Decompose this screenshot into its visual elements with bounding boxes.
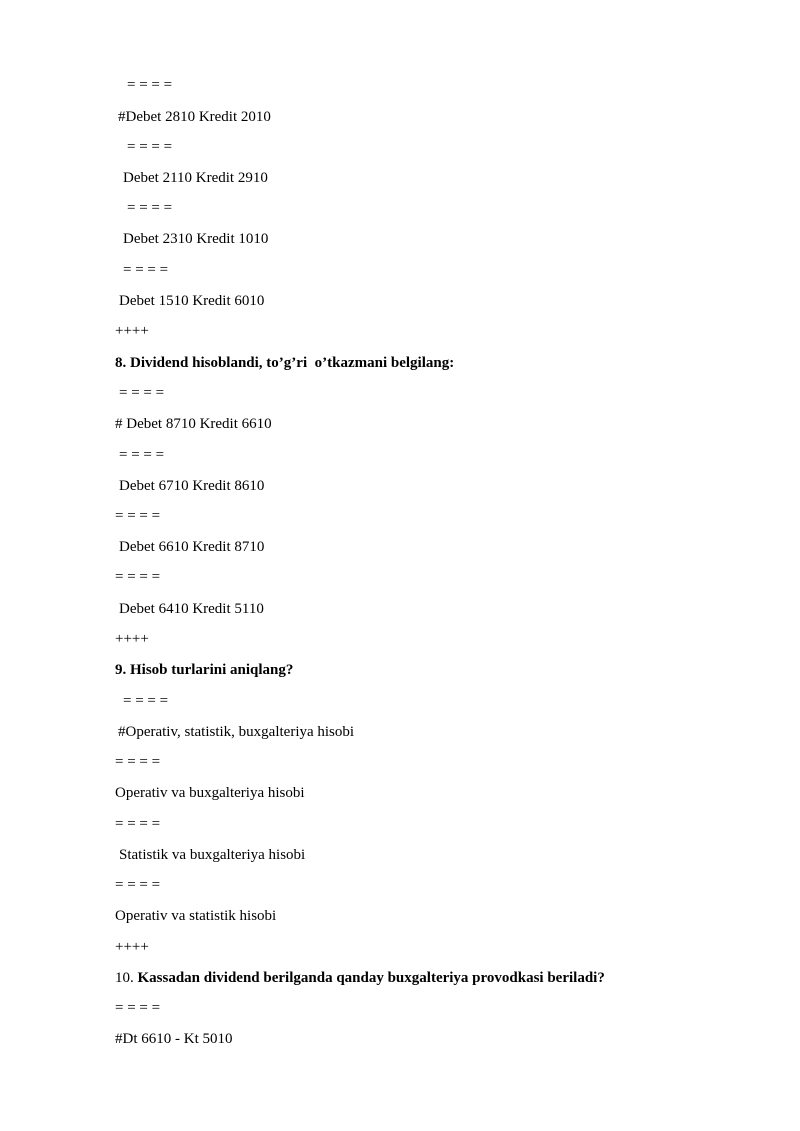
- separator: = = = =: [115, 1000, 161, 1016]
- answer-option: Operativ va statistik hisobi: [115, 908, 277, 924]
- block-end-marker: ++++: [115, 323, 149, 339]
- answer-option: Debet 6410 Kredit 5110: [119, 601, 264, 617]
- block-end-marker: ++++: [115, 939, 149, 955]
- separator: = = = =: [123, 262, 169, 278]
- question-text: Kassadan dividend berilganda qanday buxgalteriya provodkasi beriladi?: [137, 970, 605, 986]
- separator: = = = =: [115, 569, 161, 585]
- answer-option: Debet 6610 Kredit 8710: [119, 539, 265, 555]
- question-number: 10.: [115, 970, 134, 986]
- separator: = = = =: [119, 385, 165, 401]
- question-heading: 8. Dividend hisoblandi, to’g’ri o’tkazmani belgilang:: [115, 355, 455, 371]
- answer-option-correct: #Operativ, statistik, buxgalteriya hisobi: [118, 724, 355, 740]
- answer-option: Statistik va buxgalteriya hisobi: [119, 847, 306, 863]
- separator: = = = =: [115, 877, 161, 893]
- answer-option: Debet 2310 Kredit 1010: [123, 231, 269, 247]
- block-end-marker: ++++: [115, 631, 149, 647]
- answer-option: Debet 2110 Kredit 2910: [123, 170, 268, 186]
- separator: = = = =: [123, 693, 169, 709]
- separator: = = = =: [119, 447, 165, 463]
- separator: = = = =: [115, 508, 161, 524]
- separator: = = = =: [127, 139, 173, 155]
- answer-option-correct: #Dt 6610 - Kt 5010: [115, 1031, 233, 1047]
- answer-option: Debet 6710 Kredit 8610: [119, 478, 265, 494]
- question-heading: 9. Hisob turlarini aniqlang?: [115, 662, 294, 678]
- answer-option-correct: #Debet 2810 Kredit 2010: [118, 109, 271, 125]
- question-heading: [115, 969, 605, 987]
- answer-option: Debet 1510 Kredit 6010: [119, 293, 265, 309]
- separator: = = = =: [127, 200, 173, 216]
- separator: = = = =: [115, 816, 161, 832]
- separator: = = = =: [127, 77, 173, 93]
- separator: = = = =: [115, 754, 161, 770]
- answer-option: Operativ va buxgalteriya hisobi: [115, 785, 305, 801]
- answer-option-correct: # Debet 8710 Kredit 6610: [115, 416, 272, 432]
